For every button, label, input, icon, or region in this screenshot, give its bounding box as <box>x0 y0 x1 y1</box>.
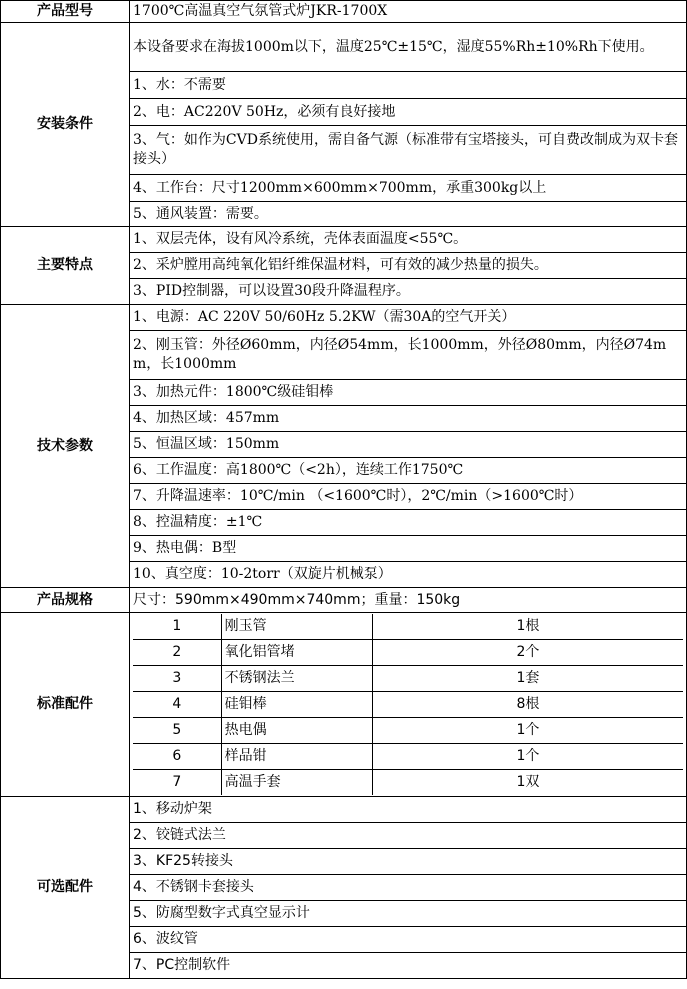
optional-part-item: 2、铰链式法兰 <box>130 823 687 849</box>
part-index: 4 <box>133 692 221 718</box>
part-name: 氧化铝管堵 <box>221 640 372 666</box>
parts-row <box>133 666 683 692</box>
installation-item: 2、电：AC220V 50Hz，必须有良好接地 <box>130 99 687 126</box>
feature-item: 1、双层壳体，设有风冷系统，壳体表面温度<55℃。 <box>130 227 687 253</box>
tech-param-item: 2、刚玉管：外径Ø60mm，内径Ø54mm，长1000mm，外径Ø80mm，内径Ø74mm，长1000mm <box>130 331 687 380</box>
parts-row <box>133 692 683 718</box>
installation-label: 安装条件 <box>1 23 130 227</box>
part-qty: 1套 <box>372 666 683 692</box>
model-row <box>1 1 687 23</box>
part-name: 热电偶 <box>221 718 372 744</box>
part-index: 7 <box>133 770 221 796</box>
part-index: 6 <box>133 744 221 770</box>
part-qty: 8根 <box>372 692 683 718</box>
part-index: 5 <box>133 718 221 744</box>
tech-param-item: 1、电源：AC 220V 50/60Hz 5.2KW（需30A的空气开关） <box>130 305 687 331</box>
parts-row <box>133 718 683 744</box>
product-spec-value: 尺寸：590mm×490mm×740mm；重量：150kg <box>130 588 687 613</box>
part-qty: 1双 <box>372 770 683 796</box>
tech-param-item: 7、升降温速率：10℃/min （<1600℃时），2℃/min（>1600℃时） <box>130 484 687 510</box>
part-name: 高温手套 <box>221 770 372 796</box>
optional-part-item: 6、波纹管 <box>130 927 687 953</box>
features-row <box>1 227 687 253</box>
part-index: 3 <box>133 666 221 692</box>
installation-item: 3、气：如作为CVD系统使用，需自备气源（标准带有宝塔接头，可自费改制成为双卡套接头） <box>130 126 687 175</box>
parts-row <box>133 640 683 666</box>
optional-part-item: 5、防腐型数字式真空显示计 <box>130 901 687 927</box>
optional-part-item: 7、PC控制软件 <box>130 953 687 979</box>
tech-params-label: 技术参数 <box>1 305 130 588</box>
installation-item: 本设备要求在海拔1000m以下，温度25℃±15℃，湿度55%Rh±10%Rh下使用。 <box>130 23 687 72</box>
features-label: 主要特点 <box>1 227 130 305</box>
parts-row <box>133 614 683 640</box>
part-name: 硅钼棒 <box>221 692 372 718</box>
standard-parts-label: 标准配件 <box>1 613 130 797</box>
installation-item: 1、水：不需要 <box>130 72 687 99</box>
standard-parts-table <box>133 614 683 795</box>
installation-row <box>1 23 687 72</box>
optional-part-item: 3、KF25转接头 <box>130 849 687 875</box>
optional-parts-label: 可选配件 <box>1 797 130 979</box>
tech-param-item: 6、工作温度：高1800℃（<2h），连续工作1750℃ <box>130 458 687 484</box>
installation-item: 5、通风装置：需要。 <box>130 202 687 227</box>
part-qty: 1根 <box>372 614 683 640</box>
optional-parts-row <box>1 797 687 823</box>
parts-row <box>133 744 683 770</box>
tech-param-item: 9、热电偶：B型 <box>130 536 687 562</box>
tech-param-item: 4、加热区域：457mm <box>130 406 687 432</box>
product-spec-label: 产品规格 <box>1 588 130 613</box>
tech-param-item: 10、真空度：10-2torr（双旋片机械泵） <box>130 562 687 588</box>
tech-param-item: 5、恒温区域：150mm <box>130 432 687 458</box>
part-name: 不锈钢法兰 <box>221 666 372 692</box>
optional-part-item: 1、移动炉架 <box>130 797 687 823</box>
model-label: 产品型号 <box>1 1 130 23</box>
part-qty: 2个 <box>372 640 683 666</box>
part-index: 2 <box>133 640 221 666</box>
tech-param-item: 8、控温精度：±1℃ <box>130 510 687 536</box>
product-spec-row <box>1 588 687 613</box>
part-qty: 1个 <box>372 718 683 744</box>
tech-params-row <box>1 305 687 331</box>
standard-parts-cell <box>130 613 687 797</box>
part-name: 刚玉管 <box>221 614 372 640</box>
installation-item: 4、工作台：尺寸1200mm×600mm×700mm，承重300kg以上 <box>130 175 687 202</box>
parts-row <box>133 770 683 796</box>
tech-param-item: 3、加热元件：1800℃级硅钼棒 <box>130 380 687 406</box>
feature-item: 3、PID控制器，可以设置30段升降温程序。 <box>130 279 687 305</box>
part-index: 1 <box>133 614 221 640</box>
model-value: 1700℃高温真空气氛管式炉JKR-1700X <box>130 1 687 23</box>
feature-item: 2、采炉膛用高纯氧化铝纤维保温材料，可有效的减少热量的损失。 <box>130 253 687 279</box>
optional-part-item: 4、不锈钢卡套接头 <box>130 875 687 901</box>
standard-parts-row <box>1 613 687 797</box>
part-name: 样品钳 <box>221 744 372 770</box>
part-qty: 1个 <box>372 744 683 770</box>
